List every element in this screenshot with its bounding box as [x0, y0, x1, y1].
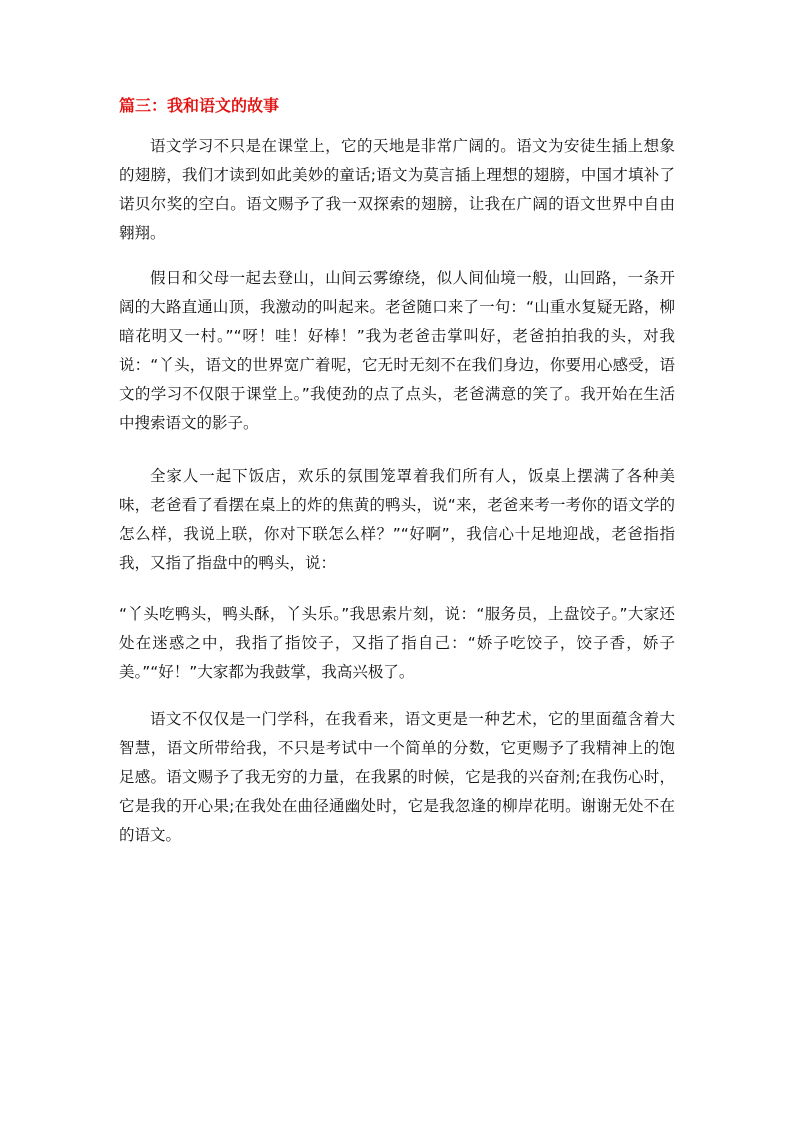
paragraph-3: 全家人一起下饭店，欢乐的氛围笼罩着我们所有人，饭桌上摆满了各种美味，老爸看了看摆在桌上的炸的焦黄的鸭头，说“来，老爸来考一考你的语文学的怎么样，我说上联，你对下联怎么样？”“好啊”，我信心十足地迎战，老爸指指我，又指了指盘中的鸭头，说：	[119, 467, 675, 572]
paragraph-4: “丫头吃鸭头，鸭头酥，丫头乐。”我思索片刻，说：“服务员，上盘饺子。”大家还处在迷惑之中，我指了指饺子，又指了指自己：“娇子吃饺子，饺子香，娇子美。”“好！”大家都为我鼓掌，我高兴极了。	[119, 605, 675, 681]
paragraph-5: 语文不仅仅是一门学科，在我看来，语文更是一种艺术，它的里面蕴含着大智慧，语文所带给我，不只是考试中一个简单的分数，它更赐予了我精神上的饱足感。语文赐予了我无穷的力量，在我累的时候，它是我的兴奋剂;在我伤心时，它是我的开心果;在我处在曲径通幽处时，它是我忽逢的柳岸花明。谢谢无处不在的语文。	[119, 710, 675, 844]
document-title: 篇三：我和语文的故事	[119, 96, 280, 115]
paragraph-2: 假日和父母一起去登山，山间云雾缭绕，似人间仙境一般，山回路，一条开阔的大路直通山顶，我激动的叫起来。老爸随口来了一句：“山重水复疑无路，柳暗花明又一村。”“呀！哇！好棒！”我为老爸击掌叫好，老爸拍拍我的头，对我说：“丫头，语文的世界宽广着呢，它无时无刻不在我们身边，你要用心感受，语文的学习不仅限于课堂上。”我使劲的点了点头，老爸满意的笑了。我开始在生活中搜索语文的影子。	[119, 269, 675, 432]
paragraph-1: 语文学习不只是在课堂上，它的天地是非常广阔的。语文为安徒生插上想象的翅膀，我们才读到如此美妙的童话;语文为莫言插上理想的翅膀，中国才填补了诺贝尔奖的空白。语文赐予了我一双探索的翅膀，让我在广阔的语文世界中自由翱翔。	[119, 137, 675, 242]
